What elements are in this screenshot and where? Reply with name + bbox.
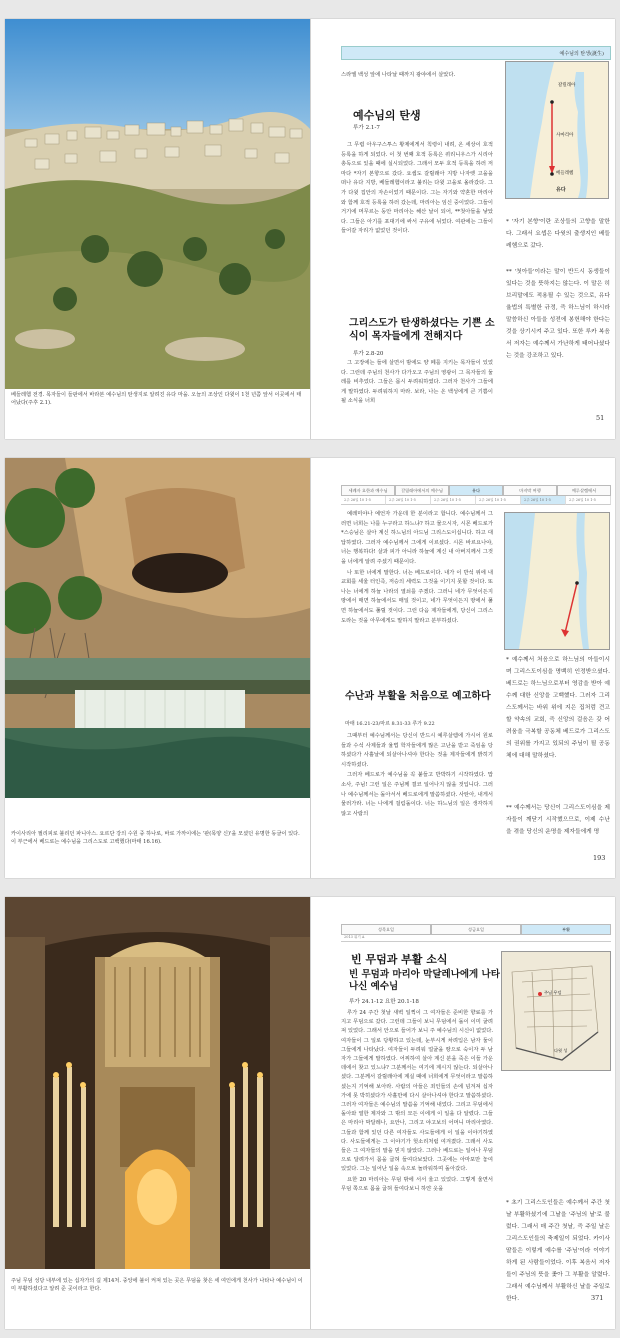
map	[504, 512, 610, 650]
body-text: 그 고장에는 들에 살면서 밤에도 양 떼를 지키는 목자들이 있었다. 그런데 주님의 천사가 다가오고 주님의 영광이 그 목자들의 둘레를 비추었다. 그들은 몹시 두려워하였다. 그러자 천사가 그들에게 말하였다. 두려워하지 마라. 보라, 나는 온 백성에게 큰 기쁨이 될 소식을 너희	[341, 360, 493, 405]
banias-photo	[5, 458, 310, 798]
sub-tab: 2주 26일 10 1-5	[386, 496, 431, 505]
section-tabs	[341, 485, 611, 496]
map-label: 다윗 성	[554, 1048, 568, 1053]
tab[interactable]: 마지막 여행	[503, 485, 557, 496]
map	[501, 951, 611, 1071]
tab-active[interactable]: 부활	[521, 924, 611, 935]
sub-tab: 2주 26일 10 1-5	[566, 496, 611, 505]
map-label: 갈릴래아	[558, 83, 576, 88]
gutter	[310, 897, 311, 1329]
section-ref: 마태 16.21-23/마르 8.31-33 루가 9.22	[345, 721, 435, 727]
photo-caption: 주님 무덤 성당 내부에 있는 십자가의 길 제14처. 중앙에 불이 켜져 있는 곳은 무덤을 찾은 세 여인에게 천사가 나타나 예수님이 이미 부활하셨다고 알려 준 곳이라고 한다.	[11, 1278, 303, 1292]
body-text: 그때부터 예수님께서는 당신이 반드시 예루살렘에 가시어 원로들과 수석 사제들과 율법 학자들에게 많은 고난을 받고 죽임을 당하셨다가 사흘날에 되살아나셔야 한다는 것을 제자들에게 밝히기 시작하셨다. 그러자 베드로가 예수님을 꼭 붙들고 반박하기 시작하였다. 맙소사, 주님! 그런 일은 주님께 결코 일어나지 않을 것입니다. 그러나 예수님께서는 돌아서서 베드로에게 말씀하셨다. 사탄아, 내게서 물러가라. 너는 나에게 걸림돌이다. 너는 하느님의 일은 생각하지 않고 사람의	[341, 733, 493, 817]
side-note-1: * 예수께서 처음으로 하느님의 아들이시며 그리스도이심을 명백히 인정받으셨다. 베드로는 하느님으로부터 영감을 받아 예수께 대한 신앙을 고백했다. 그러자 그리스도께서는 바위 위에 지은 집처럼 견고할 약속의 교회, 즉 신앙의 걸음은 갖 어려움을 극복할 공동체 베드로가 그리스도의 권위를 가지고 있되의 주님이 될 공동체에 대해 말하셨다.	[506, 657, 610, 759]
right-page	[341, 19, 613, 439]
sub-tab: 2주 26일 10 1-5	[521, 496, 566, 505]
chapter-header	[341, 46, 611, 60]
section-title-empty-tomb: 빈 무덤과 부활 소식	[351, 953, 448, 966]
sub-tab: 2013 위기 A	[341, 935, 611, 942]
tab[interactable]: 성목요일	[341, 924, 431, 935]
map-label: 주님 무덤	[544, 990, 562, 995]
section-ref: 루가 24.1-12 요한 20.1-18	[349, 999, 419, 1005]
gutter	[310, 458, 311, 878]
section-ref: 루가 2.8-20	[353, 351, 384, 357]
page-number: 371	[591, 1294, 604, 1302]
section-title-passion-prediction: 수난과 부활을 처음으로 예고하다	[345, 691, 491, 702]
map-label: 사마리아	[556, 133, 574, 138]
section-title-birth: 예수님의 탄생	[353, 109, 421, 122]
sub-tabs	[341, 496, 611, 505]
sub-tab: 2주 26일 10 1-5	[341, 496, 386, 505]
subsection-title: 빈 무덤과 마리아 막달레나에게 나타나신 예수님	[349, 969, 500, 992]
tab[interactable]: 예루살렘에서	[557, 485, 611, 496]
map-label: 베들레헴	[556, 171, 574, 176]
photo-caption: 카이사리아 필리피로 불리던 파니아스. 요르단 강의 수원 중 하나로, 바로 가까이에는 '판(목양 신)'을 모셨던 유명한 동굴이 있다. 이 부근에서 베드로는 예수님을 그리스도로 고백했다(마태 16.16).	[11, 831, 300, 845]
tab-active[interactable]: 유다	[449, 485, 503, 496]
body-text: 그 무렵 아우구스투스 황제에게서 칙령이 내려, 온 세상이 호적 등록을 하게 되었다. 이 첫 번째 호적 등록은 퀴리니우스가 시리아 총독으로 있을 때에 실시되었다. 그래서 모두 호적 등록을 하러 저마다 *자기 본향으로 갔다. 요셉도 갈릴래아 지방 나자렛 고을을 떠나 유다 지방, 베들레헴이라고 불리는 다윗 고을로 올라갔다. 그가 다윗 집안의 자손이었기 때문이다. 그는 자기와 약혼한 마리아와 함께 호적 등록을 하러 갔는데, 마리아는 임신 중이었다. 그들이 거기에 머무르는 동안 마리아는 해산 날이 되어, **첫아들을 낳았다. 그들은 아기를 포대기에 싸서 구유에 뉘었다. 여관에는 그들이 들어갈 자리가 없었던 것이다.	[341, 142, 493, 235]
bethlehem-photo	[5, 19, 310, 389]
page-number: 51	[596, 414, 605, 422]
section-title-shepherds: 그리스도가 탄생하셨다는 기쁜 소식이 목자들에게 전해지다	[349, 318, 495, 342]
photo-caption: 베들레헴 전경. 목자들이 들판에서 바라본 예수님의 탄생지로 알려진 유다 마을. 오늘의 조상인 다윗이 1천 년쯤 앞서 이곳에서 태어났다(주후 2.1).	[11, 392, 302, 406]
section-ref: 루가 2.1-7	[353, 125, 380, 131]
side-note-2: ** '첫아들'이라는 말이 반드시 동생들이 있다는 것을 뜻하지는 않는다. 이 말은 히브리말에도 적용될 수 있는 것으로, 유다 율법의 특별한 규정, 즉 하느님이 하시라 말씀하신 아들을 성전에 봉헌해야 한다는 것을 상기시켜 주고 있다. 또한 루카 복음서 저자는 예수께서 가난하게 태어나셨다는 것을 강조하고 있다.	[506, 269, 610, 359]
spread-page-51	[5, 19, 615, 439]
side-note-1: * '자기 본향'이란 조상들의 고향을 말한다. 그래서 요셉은 다윗의 출생지인 베들레헴으로 갔다.	[506, 219, 610, 249]
tab[interactable]: 세례자 요한과 예수님	[341, 485, 395, 496]
tab[interactable]: 성금요일	[431, 924, 521, 935]
section-tabs	[341, 924, 611, 935]
chapter-title: 예수님의 탄생(誕生)	[559, 51, 604, 57]
spread-page-193	[5, 458, 615, 878]
sub-tab: 2주 26일 10 1-5	[476, 496, 521, 505]
body-text: 루가 24 주간 첫날 새벽 일찍이 그 여자들은 준비한 향료를 가지고 무덤으로 갔다. 그런데 그들이 보니 무덤에서 돌이 이미 굴려져 있었다. 그래서 안으로 들어가 보니 주 예수님의 시신이 없었다. 여자들이 그 일로 당황하고 있는데, 눈부시게 차려입은 남자 둘이 그들에게 나타났다. 여자들이 두려워 얼굴을 땅으로 숙이자 두 남자가 그들에게 말하였다. 어찌하여 살아 계신 분을 죽은 이들 가운데에서 찾고 있느냐? 그분께서는 여기에 계시지 않는다. 되살아나셨다. 그분께서 갈릴래아에 계실 때에 너희에게 무엇이라고 말씀하셨는지 기억해 보아라. 사람의 아들은 죄인들의 손에 넘겨져 십자가에 못 박히셨다가 사흘만에 다시 살아나셔야 한다고 말씀하셨다. 그러자 여자들은 예수님의 말씀을 기억해 내었다. 그리고 무덤에서 돌아와 열한 제자와 그 밖의 모든 이에게 이 일을 다 알렸다. 그들은 마리아 막달레나, 요안나, 그리고 야고보의 어머니 마리아였다. 그들과 함께 있던 다른 여자들도 사도들에게 이 일을 이야기하였다. 사도들에게는 그 이야기가 헛소리처럼 여겨졌다. 그래서 사도들은 그 여자들의 말을 믿지 않았다. 그러나 베드로는 일어나 무덤으로 달려가서 몸을 굽혀 들여다보았다. 그곳에는 아마포만 놓여 있었다. 그는 일어난 일을 속으로 놀라워하며 돌아갔다. 요한 20 마리아는 무덤 밖에 서서 울고 있었다. 그렇게 울면서 무덤 쪽으로 몸을 굽혀 들여다보니 하얀 옷을	[341, 1010, 493, 1192]
tab[interactable]: 갈릴래아에서의 예수님	[395, 485, 449, 496]
right-page	[341, 897, 613, 1329]
intro-text: 스라엘 백성 앞에 나타날 때까지 광야에서 살았다.	[341, 72, 456, 78]
side-note: * 초기 그리스도인들은 예수께서 주간 첫날 부활하셨기에 그날을 '주님의 날'로 불렀다. 그래서 매 주간 첫날, 즉 주일 날은 그리스도인들의 축제일이 되었다. 카이사 딸들은 이렇게 예수를 '주님'이라 이야기하게 된 사람들이었다. 이후 복음서 저자들이 주님의 뜻을 좇아 그 부활을 알렸다. 그래서 예수님께서 부활하신 날을 주일로 한다.	[506, 1200, 610, 1302]
body-text: 예레미야나 예언자 가운데 한 분이라고 합니다. 예수님께서 그러면 너희는 나를 누구라고 하느냐? 하고 물으시자, 시몬 베드로가 *스승님은 살아 계신 하느님의 아드님 그리스도이십니다. 하고 대답하였다. 그러자 예수님께서 그에게 이르셨다. 시몬 바르요나야, 너는 행복하다! 살과 피가 아니라 하늘에 계신 내 아버지께서 그것을 너에게 알려 주셨기 때문이다. 나 또한 너에게 말한다. 너는 베드로이다. 내가 이 반석 위에 내 교회를 세울 터인즉, 저승의 세력도 그것을 이기지 못할 것이다. 또 나는 너에게 하늘 나라의 열쇠를 주겠다. 그러니 네가 무엇이든지 땅에서 매면 하늘에서도 매일 것이고, 네가 무엇이든지 땅에서 풀면 하늘에서도 풀릴 것이다. 그런 다음 제자들에게, 당신이 그리스도라는 것을 아무에게도 말하지 말라고 분부하셨다.	[341, 511, 493, 624]
page-number: 193	[593, 854, 606, 862]
sub-tab: 2주 26일 10 1-5	[431, 496, 476, 505]
gutter	[310, 19, 311, 439]
map-label: 유다	[556, 187, 566, 193]
side-note-2: ** 예수께서는 당신이 그리스도이심을 제자들이 깨닫기 시작했으므로, 이제 수난을 겪을 당신의 운명을 제자들에게 명	[506, 805, 610, 835]
map	[505, 61, 609, 199]
right-page	[341, 458, 613, 878]
spread-page-371	[5, 897, 615, 1329]
holy-sepulchre-photo	[5, 897, 310, 1269]
